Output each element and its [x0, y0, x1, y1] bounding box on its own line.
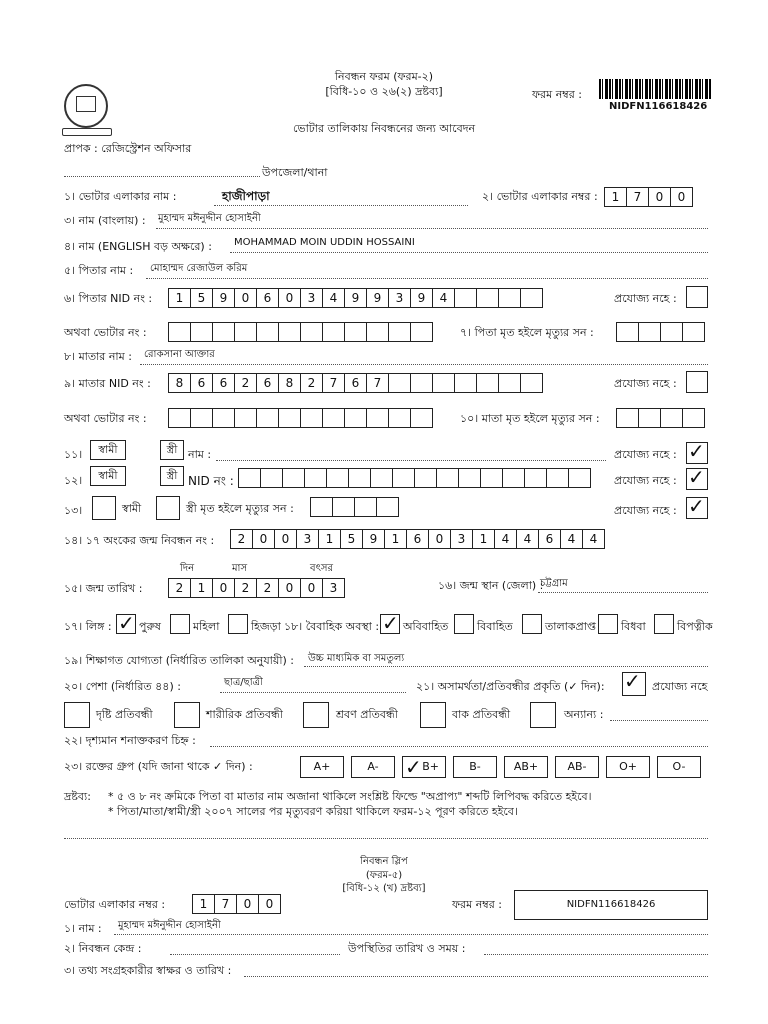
birth-place-line[interactable] [538, 592, 708, 593]
digit-box[interactable]: 3 [450, 529, 473, 549]
father-nid-boxes[interactable] [168, 288, 543, 308]
spouse-death-husband-checkbox[interactable] [92, 496, 116, 520]
slip-form-number-label: ফরম নম্বর : [452, 898, 502, 911]
mother-name-label: ৮। মাতার নাম : [64, 350, 132, 363]
marital-married-label: বিবাহিত [477, 620, 513, 633]
digit-box[interactable]: 6 [256, 373, 279, 393]
father-name-line[interactable] [146, 278, 708, 279]
marital-unmarried-checkbox[interactable] [380, 611, 400, 635]
note-line-2: * পিতা/মাতা/স্বামী/স্ত্রী ২০০৭ সালের পর মৃত্যুবরণ করিয়া থাকিলে ফরম-১২ পূরণ করিতে হইবে। [108, 805, 518, 818]
form-heading: ভোটার তালিকায় নিবন্ধনের জন্য আবেদন [292, 122, 476, 135]
slip-collector-line[interactable] [244, 976, 708, 977]
mother-nid-label: ৯। মাতার NID নং : [64, 377, 151, 390]
digit-box[interactable] [520, 373, 543, 393]
blood-group-option[interactable]: O+ [606, 756, 650, 778]
voter-area-name-value: হাজীপাড়া [222, 189, 270, 203]
digit-box[interactable] [524, 468, 547, 488]
digit-box[interactable] [454, 373, 477, 393]
digit-box[interactable]: 9 [366, 288, 389, 308]
blood-group-label: ২৩। রক্তের গ্রুপ (যদি জানা থাকে ✓ দিন) : [64, 760, 253, 773]
spouse-name-na-label: প্রযোজ্য নহে : [614, 448, 677, 461]
separator-line [64, 838, 708, 839]
digit-box[interactable]: 6 [538, 529, 561, 549]
digit-box[interactable] [476, 373, 499, 393]
spouse-death-num: ১৩। [64, 504, 83, 517]
note-label: দ্রষ্টব্য: [64, 790, 91, 803]
digit-box[interactable] [344, 322, 367, 342]
marital-widow-checkbox[interactable] [598, 614, 618, 634]
spouse-death-wife-checkbox[interactable] [156, 496, 180, 520]
dob-month-header: মাস [232, 563, 248, 574]
marital-widow-label: বিধবা [621, 620, 646, 633]
disability-other-checkbox[interactable] [530, 702, 556, 728]
digit-box[interactable]: 0 [428, 529, 451, 549]
digit-box[interactable] [234, 322, 257, 342]
barcode-number: NIDFN116618426 [609, 101, 708, 112]
birth-reg-label: ১৪। ১৭ অংকের জন্ম নিবন্ধন নং : [64, 534, 215, 547]
digit-box[interactable] [410, 322, 433, 342]
recipient-label: প্রাপক : রেজিস্ট্রেশন অফিসার [64, 142, 192, 155]
digit-box[interactable]: 1 [472, 529, 495, 549]
digit-box[interactable]: 9 [362, 529, 385, 549]
digit-box[interactable]: 6 [344, 373, 367, 393]
name-bangla-label: ৩। নাম (বাংলায়) : [64, 214, 146, 227]
slip-center-line[interactable] [170, 954, 340, 955]
voter-area-number-label: ২। ভোটার এলাকার নম্বর : [482, 190, 598, 203]
digit-box[interactable]: 7 [626, 187, 649, 207]
voter-area-name-line[interactable] [214, 205, 468, 206]
blood-group-option[interactable]: A+ [300, 756, 344, 778]
occupation-value: ছাত্র/ছাত্রী [224, 677, 263, 688]
digit-box[interactable] [388, 322, 411, 342]
barcode-icon [599, 79, 711, 99]
digit-box[interactable]: 0 [274, 529, 297, 549]
spouse-nid-husband-option[interactable]: স্বামী [90, 466, 126, 486]
spouse-nid-na-checkbox[interactable] [686, 465, 708, 490]
digit-box[interactable]: 4 [582, 529, 605, 549]
digit-box[interactable]: 0 [252, 529, 275, 549]
digit-box[interactable] [616, 408, 639, 428]
digit-box[interactable] [682, 322, 705, 342]
checkmark-icon: ✓ [688, 439, 705, 463]
digit-box[interactable] [392, 468, 415, 488]
mother-na-label: প্রযোজ্য নহে : [614, 377, 677, 390]
upazila-line[interactable] [64, 176, 260, 177]
digit-box[interactable] [344, 408, 367, 428]
digit-box[interactable]: 1 [318, 529, 341, 549]
mother-death-year-boxes[interactable] [616, 408, 705, 428]
slip-presence-line[interactable] [484, 954, 708, 955]
digit-box[interactable] [366, 322, 389, 342]
digit-box[interactable] [310, 497, 333, 517]
name-bangla-value: মুহাম্মদ মঈনুদ্দীন হোসাইনী [158, 213, 261, 224]
digit-box[interactable]: 3 [300, 288, 323, 308]
digit-box[interactable] [322, 408, 345, 428]
digit-box[interactable]: 6 [212, 373, 235, 393]
disability-speech-label: বাক প্রতিবন্ধী [452, 708, 511, 721]
digit-box[interactable]: 1 [168, 288, 191, 308]
marital-widower-checkbox[interactable] [654, 614, 674, 634]
digit-box[interactable] [256, 322, 279, 342]
digit-box[interactable] [304, 468, 327, 488]
digit-box[interactable]: 1 [190, 578, 213, 598]
father-voter-no-label: অথবা ভোটার নং : [64, 326, 147, 339]
digit-box[interactable] [388, 373, 411, 393]
gender-hijra-checkbox[interactable] [228, 614, 248, 634]
birth-place-label: ১৬। জন্ম স্থান (জেলা) : [438, 579, 544, 592]
mother-name-value: রোকসানা আক্তার [144, 349, 215, 360]
digit-box[interactable]: 3 [322, 578, 345, 598]
slip-area-number-label: ভোটার এলাকার নম্বর : [64, 898, 166, 911]
digit-box[interactable]: 0 [648, 187, 671, 207]
digit-box[interactable] [212, 408, 235, 428]
father-death-year-boxes[interactable] [616, 322, 705, 342]
mother-voter-no-boxes[interactable] [168, 408, 433, 428]
digit-box[interactable] [256, 408, 279, 428]
digit-box[interactable]: 4 [494, 529, 517, 549]
digit-box[interactable] [278, 408, 301, 428]
emblem-ribbon [62, 128, 112, 136]
name-english-value: MOHAMMAD MOIN UDDIN HOSSAINI [234, 237, 415, 248]
education-line[interactable] [304, 666, 708, 667]
digit-box[interactable]: 5 [190, 288, 213, 308]
digit-box[interactable]: 3 [388, 288, 411, 308]
spouse-death-husband-label: স্বামী [122, 502, 142, 515]
digit-box[interactable]: 6 [190, 373, 213, 393]
dob-year-header: বৎসর [310, 563, 334, 574]
marital-widower-label: বিপত্নীক [677, 620, 713, 633]
digit-box[interactable]: 1 [192, 894, 215, 914]
digit-box[interactable]: 4 [322, 288, 345, 308]
digit-box[interactable] [476, 288, 499, 308]
spouse-name-line[interactable] [216, 460, 606, 461]
name-english-label: ৪। নাম (ENGLISH বড় অক্ষরে) : [64, 240, 212, 253]
spouse-death-year-label: স্ত্রী মৃত হইলে মৃত্যুর সন : [186, 502, 294, 515]
digit-box[interactable] [300, 322, 323, 342]
digit-box[interactable] [190, 408, 213, 428]
digit-box[interactable] [300, 408, 323, 428]
occupation-label: ২০। পেশা (নির্ধারিত ৪৪) : [64, 680, 181, 693]
slip-name-line[interactable] [114, 934, 708, 935]
digit-box[interactable]: 5 [340, 529, 363, 549]
digit-box[interactable] [410, 408, 433, 428]
digit-box[interactable] [660, 408, 683, 428]
digit-box[interactable]: 2 [234, 578, 257, 598]
checkmark-icon: ✓ [688, 494, 705, 518]
digit-box[interactable] [376, 497, 399, 517]
mother-voter-no-label: অথবা ভোটার নং : [64, 412, 147, 425]
form-title: নিবন্ধন ফরম (ফরম-২) [334, 70, 434, 83]
digit-box[interactable] [436, 468, 459, 488]
spouse-name-label: নাম : [188, 448, 212, 461]
gender-male-checkbox[interactable] [116, 611, 136, 635]
digit-box[interactable]: 7 [214, 894, 237, 914]
disability-na-label: প্রযোজ্য নহে [652, 680, 708, 693]
digit-box[interactable] [212, 322, 235, 342]
voter-area-name-label: ১। ভোটার এলাকার নাম : [64, 190, 177, 203]
mother-death-year-label: ১০। মাতা মৃত হইলে মৃত্যুর সন : [460, 412, 600, 425]
disability-hearing-checkbox[interactable] [303, 702, 329, 728]
disability-physical-label: শারীরিক প্রতিবন্ধী [206, 708, 283, 721]
digit-box[interactable]: 0 [212, 578, 235, 598]
marital-status-label: ১৮। বৈবাহিক অবস্থা : [284, 620, 380, 633]
disability-other-label: অন্যান্য : [564, 708, 604, 721]
slip-title: নিবন্ধন স্লিপ [360, 856, 408, 867]
spouse-name-na-checkbox[interactable] [686, 439, 708, 464]
digit-box[interactable] [498, 373, 521, 393]
digit-box[interactable] [502, 468, 525, 488]
form-number-label: ফরম নম্বর : [532, 88, 582, 101]
disability-na-checkbox[interactable] [622, 669, 646, 696]
digit-box[interactable]: 2 [256, 578, 279, 598]
digit-box[interactable]: 0 [300, 578, 323, 598]
disability-hearing-label: শ্রবণ প্রতিবন্ধী [336, 708, 398, 721]
checkmark-icon: ✓ [405, 755, 422, 779]
gender-female-label: মহিলা [193, 620, 220, 633]
digit-box[interactable] [238, 468, 261, 488]
gender-female-checkbox[interactable] [170, 614, 190, 634]
spouse-death-na-label: প্রযোজ্য নহে : [614, 504, 677, 517]
digit-box[interactable]: 0 [236, 894, 259, 914]
identification-mark-label: ২২। দৃশ্যমান শনাক্তকরণ চিহ্ন : [64, 734, 196, 747]
father-na-checkbox[interactable] [686, 286, 708, 308]
digit-box[interactable] [332, 497, 355, 517]
digit-box[interactable]: 4 [432, 288, 455, 308]
checkmark-icon: ✓ [688, 465, 705, 489]
digit-box[interactable] [370, 468, 393, 488]
digit-box[interactable]: 1 [384, 529, 407, 549]
marital-unmarried-label: অবিবাহিত [403, 620, 449, 633]
slip-name-value: মুহাম্মদ মঈনুদ্দীন হোসাইনী [118, 920, 221, 931]
blood-group-option[interactable]: AB+ [504, 756, 548, 778]
birth-place-value: চট্টগ্রাম [540, 578, 568, 589]
spouse-nid-na-label: প্রযোজ্য নহে : [614, 474, 677, 487]
education-label: ১৯। শিক্ষাগত যোগ্যতা (নির্ধারিত তালিকা অনুযায়ী) : [64, 654, 294, 667]
dob-boxes[interactable] [168, 578, 345, 598]
gender-male-label: পুরুষ [139, 620, 161, 633]
blood-group-option[interactable]: AB- [555, 756, 599, 778]
dob-day-header: দিন [180, 563, 195, 574]
digit-box[interactable] [568, 468, 591, 488]
father-na-label: প্রযোজ্য নহে : [614, 292, 677, 305]
father-name-value: মোহাম্মদ রেজাউল করিম [150, 263, 248, 274]
checkmark-icon: ✓ [118, 611, 135, 635]
digit-box[interactable]: 2 [168, 578, 191, 598]
digit-box[interactable]: 0 [234, 288, 257, 308]
name-english-line[interactable] [230, 252, 708, 253]
upazila-label: উপজেলা/থানা [262, 166, 328, 179]
digit-box[interactable] [190, 322, 213, 342]
marital-divorced-checkbox[interactable] [522, 614, 542, 634]
blood-group-option[interactable]: B- [453, 756, 497, 778]
slip-name-label: ১। নাম : [64, 922, 102, 935]
digit-box[interactable] [520, 288, 543, 308]
disability-visual-label: দৃষ্টি প্রতিবন্ধী [96, 708, 153, 721]
form-subtitle: [বিধি-১০ ও ২৬(২) দ্রষ্টব্য] [325, 85, 443, 98]
slip-form: (ফরম-৫) [365, 870, 403, 881]
digit-box[interactable] [546, 468, 569, 488]
name-bangla-line[interactable] [156, 228, 708, 229]
digit-box[interactable] [326, 468, 349, 488]
mother-name-line[interactable] [140, 364, 708, 365]
digit-box[interactable]: 2 [230, 529, 253, 549]
disability-label: ২১। অসামর্থতা/প্রতিবন্ধীর প্রকৃতি (✓ দিন): [416, 680, 605, 693]
digit-box[interactable] [348, 468, 371, 488]
digit-box[interactable] [616, 322, 639, 342]
marital-married-checkbox[interactable] [454, 614, 474, 634]
slip-center-label: ২। নিবন্ধন কেন্দ্র : [64, 942, 142, 955]
digit-box[interactable]: 2 [300, 373, 323, 393]
spouse-nid-num: ১২। [64, 474, 83, 487]
spouse-name-husband-option[interactable]: স্বামী [90, 440, 126, 460]
voter-area-number-boxes[interactable] [604, 187, 693, 207]
digit-box[interactable]: 4 [560, 529, 583, 549]
digit-box[interactable]: 8 [278, 373, 301, 393]
disability-visual-checkbox[interactable] [64, 702, 90, 728]
digit-box[interactable]: 1 [604, 187, 627, 207]
gender-label: ১৭। লিঙ্গ : [64, 620, 112, 633]
note-line-1: * ৫ ও ৮ নং ক্রমিকে পিতা বা মাতার নাম অজানা থাকিলে সংশ্লিষ্ট ফিল্ডে "অপ্রাপ্য" শব্দটি লিপিবদ্ধ করিতে হইবে। [108, 790, 592, 803]
dob-label: ১৫। জন্ম তারিখ : [64, 582, 143, 595]
checkmark-icon: ✓ [382, 611, 399, 635]
father-nid-label: ৬। পিতার NID নং : [64, 292, 153, 305]
father-death-year-label: ৭। পিতা মৃত হইলে মৃত্যুর সন : [460, 326, 594, 339]
digit-box[interactable] [322, 322, 345, 342]
spouse-name-wife-option[interactable]: স্ত্রী [160, 440, 184, 460]
digit-box[interactable]: 7 [322, 373, 345, 393]
government-emblem-icon [64, 84, 108, 128]
digit-box[interactable]: 9 [410, 288, 433, 308]
digit-box[interactable]: 4 [516, 529, 539, 549]
spouse-nid-wife-option[interactable]: স্ত্রী [160, 466, 184, 486]
spouse-death-na-checkbox[interactable] [686, 494, 708, 519]
disability-other-line[interactable] [610, 720, 708, 721]
digit-box[interactable]: 0 [670, 187, 693, 207]
digit-box[interactable] [260, 468, 283, 488]
digit-box[interactable] [454, 288, 477, 308]
digit-box[interactable] [366, 408, 389, 428]
birth-reg-boxes[interactable] [230, 529, 605, 549]
disability-physical-checkbox[interactable] [174, 702, 200, 728]
identification-mark-line[interactable] [210, 746, 708, 747]
blood-group-option[interactable]: B+ ✓ [402, 756, 446, 778]
spouse-nid-label: NID নং : [188, 474, 234, 488]
digit-box[interactable] [638, 408, 661, 428]
mother-nid-boxes[interactable] [168, 373, 543, 393]
digit-box[interactable] [498, 288, 521, 308]
digit-box[interactable]: 7 [366, 373, 389, 393]
spouse-death-year-boxes[interactable] [310, 497, 399, 517]
digit-box[interactable] [480, 468, 503, 488]
digit-box[interactable] [638, 322, 661, 342]
education-value: উচ্চ মাধ্যমিক বা সমতুল্য [308, 653, 405, 664]
slip-form-number-box: NIDFN116618426 [514, 890, 708, 920]
digit-box[interactable]: 6 [256, 288, 279, 308]
digit-box[interactable] [168, 322, 191, 342]
occupation-line[interactable] [220, 692, 406, 693]
digit-box[interactable]: 9 [212, 288, 235, 308]
spouse-name-num: ১১। [64, 448, 83, 461]
digit-box[interactable]: 3 [296, 529, 319, 549]
digit-box[interactable] [354, 497, 377, 517]
digit-box[interactable]: 0 [258, 894, 281, 914]
slip-presence-label: উপস্থিতির তারিখ ও সময় : [348, 942, 466, 955]
digit-box[interactable] [282, 468, 305, 488]
digit-box[interactable] [168, 408, 191, 428]
blood-group-option[interactable]: A- [351, 756, 395, 778]
digit-box[interactable]: 0 [278, 288, 301, 308]
disability-speech-checkbox[interactable] [420, 702, 446, 728]
digit-box[interactable]: 6 [406, 529, 429, 549]
slip-area-number-boxes[interactable] [192, 894, 281, 914]
spouse-nid-boxes[interactable] [238, 468, 591, 488]
digit-box[interactable] [414, 468, 437, 488]
digit-box[interactable] [682, 408, 705, 428]
digit-box[interactable] [458, 468, 481, 488]
father-name-label: ৫। পিতার নাম : [64, 264, 134, 277]
digit-box[interactable] [660, 322, 683, 342]
digit-box[interactable]: 2 [234, 373, 257, 393]
mother-na-checkbox[interactable] [686, 371, 708, 393]
slip-collector-label: ৩। তথ্য সংগ্রহকারীর স্বাক্ষর ও তারিখ : [64, 964, 232, 977]
digit-box[interactable]: 9 [344, 288, 367, 308]
digit-box[interactable] [410, 373, 433, 393]
slip-rule: [বিধি-১২ (খ) দ্রষ্টব্য] [342, 883, 426, 894]
marital-divorced-label: তালাকপ্রাপ্ত [545, 620, 596, 633]
digit-box[interactable] [234, 408, 257, 428]
digit-box[interactable] [388, 408, 411, 428]
digit-box[interactable] [432, 373, 455, 393]
gender-hijra-label: হিজড়া [251, 620, 281, 633]
father-voter-no-boxes[interactable] [168, 322, 433, 342]
digit-box[interactable] [278, 322, 301, 342]
checkmark-icon: ✓ [624, 669, 641, 693]
digit-box[interactable]: 8 [168, 373, 191, 393]
digit-box[interactable]: 0 [278, 578, 301, 598]
blood-group-option[interactable]: O- [657, 756, 701, 778]
